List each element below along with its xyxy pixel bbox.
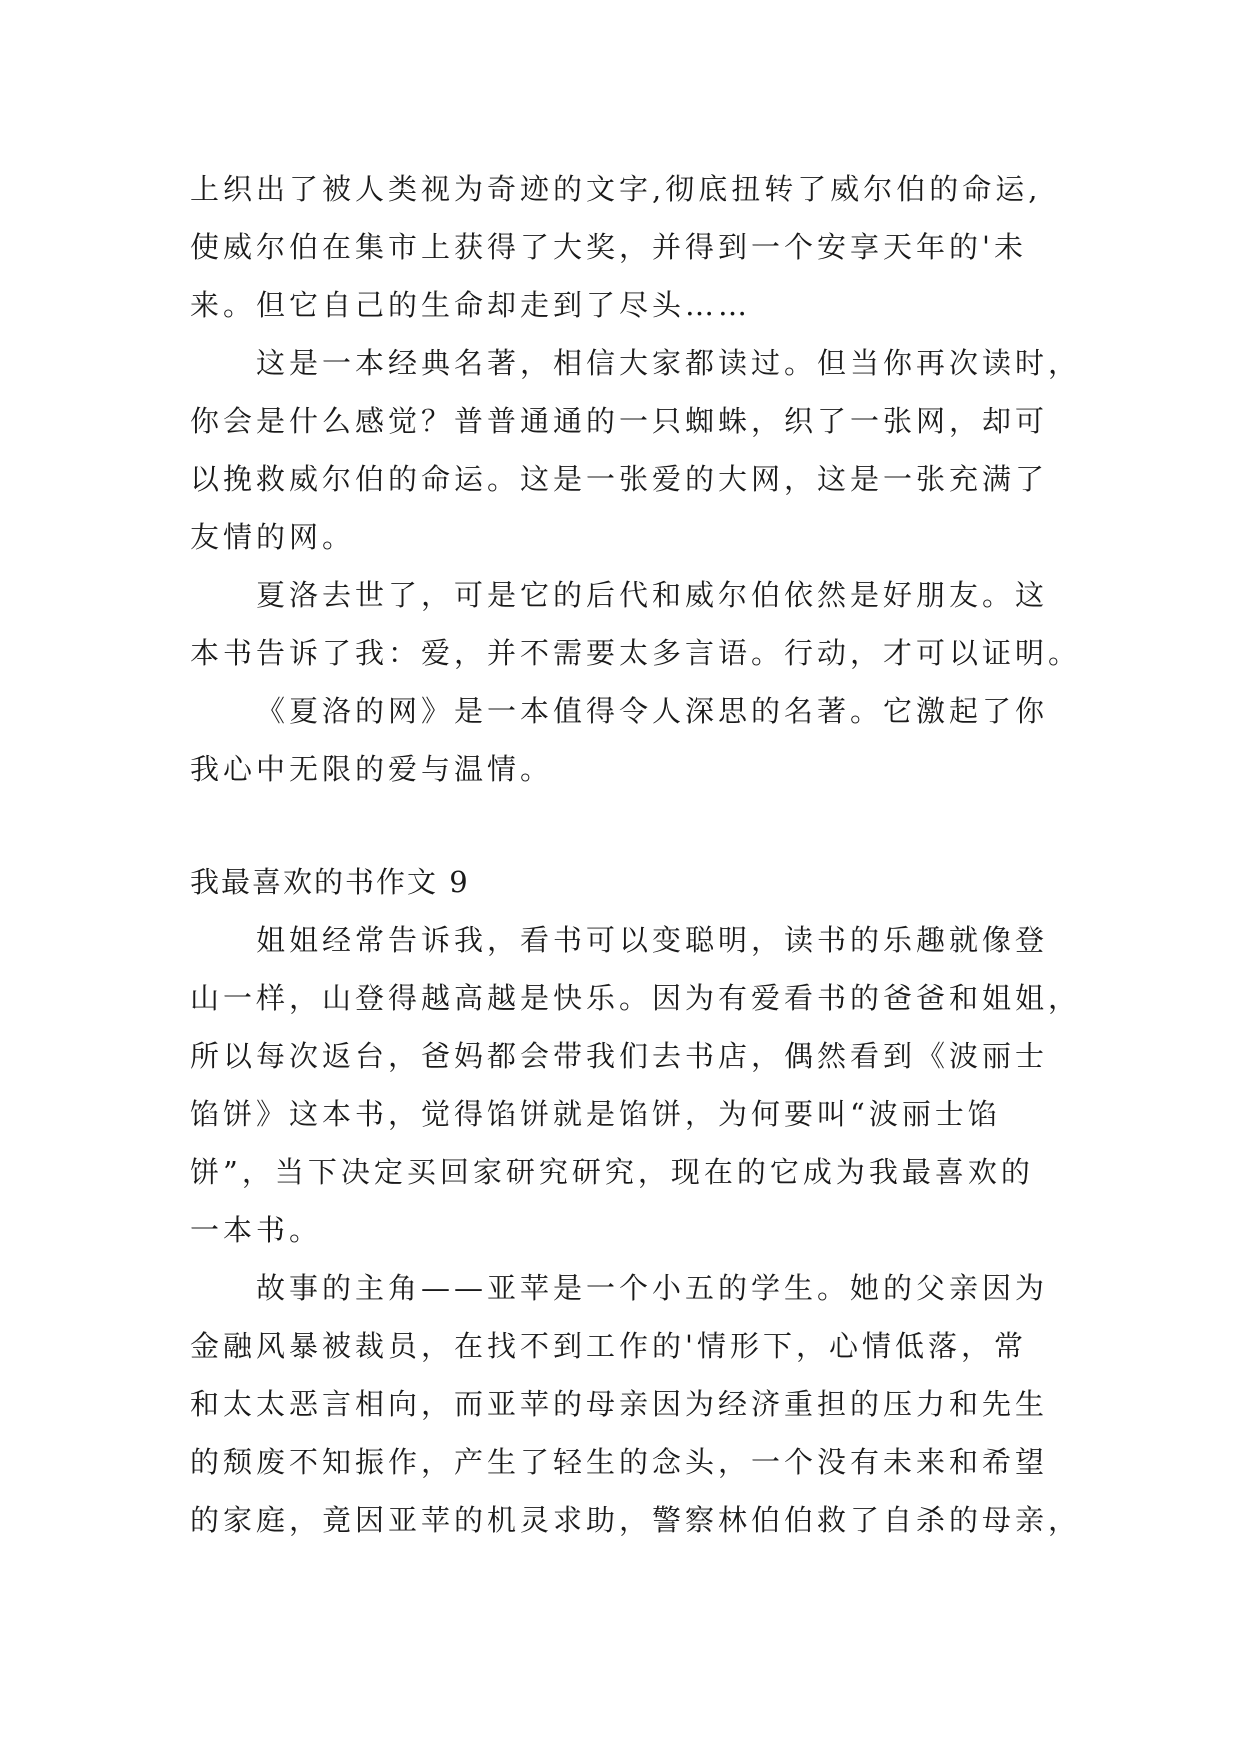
paragraph-continued	[190, 160, 1090, 334]
paragraph	[190, 682, 1090, 798]
text-line: 友情的网。	[190, 520, 356, 554]
text-line: 《夏洛的网》是一本值得令人深思的名著。它激起了你	[256, 694, 1049, 728]
text-line: 的家庭，竟因亚苹的机灵求助，警察林伯伯救了自杀的母亲，	[190, 1503, 1082, 1537]
text-line: 故事的主角——亚苹是一个小五的学生。她的父亲因为	[256, 1271, 1049, 1305]
text-line: 我心中无限的爱与温情。	[190, 752, 554, 786]
paragraph	[190, 566, 1090, 682]
text-line: 一本书。	[190, 1213, 323, 1247]
section-title: 我最喜欢的书作文 9	[190, 865, 470, 899]
text-line: 金融风暴被裁员，在找不到工作的'情形下，心情低落，常	[190, 1329, 1027, 1363]
text-line: 馅饼》这本书，觉得馅饼就是馅饼，为何要叫“波丽士馅	[190, 1097, 1001, 1131]
paragraph	[190, 911, 1090, 1259]
text-line: 使威尔伯在集市上获得了大奖，并得到一个安享天年的'未	[190, 230, 1027, 264]
text-line: 山一样，山登得越高越是快乐。因为有爱看书的爸爸和姐姐，	[190, 981, 1082, 1015]
text-line: 你会是什么感觉？普普通通的一只蜘蛛，织了一张网，却可	[190, 404, 1049, 438]
paragraph	[190, 1259, 1090, 1549]
text-line: 姐姐经常告诉我，看书可以变聪明，读书的乐趣就像登	[256, 923, 1049, 957]
text-line: 来。但它自己的生命却走到了尽头……	[190, 288, 752, 322]
text-line: 夏洛去世了，可是它的后代和威尔伯依然是好朋友。这	[256, 578, 1049, 612]
text-line: 的颓废不知振作，产生了轻生的念头，一个没有未来和希望	[190, 1445, 1049, 1479]
text-line: 上织出了被人类视为奇迹的文字,彻底扭转了威尔伯的命运,	[190, 172, 1042, 206]
text-line: 这是一本经典名著，相信大家都读过。但当你再次读时，	[256, 346, 1082, 380]
text-line: 本书告诉了我：爱，并不需要太多言语。行动，才可以证明。	[190, 636, 1082, 670]
text-line: 和太太恶言相向，而亚苹的母亲因为经济重担的压力和先生	[190, 1387, 1049, 1421]
text-line: 所以每次返台，爸妈都会带我们去书店，偶然看到《波丽士	[190, 1039, 1049, 1073]
text-line: 饼”，当下决定买回家研究研究，现在的它成为我最喜欢的	[190, 1155, 1034, 1189]
document-body	[190, 160, 1090, 1549]
section-spacer	[190, 798, 1090, 853]
paragraph	[190, 334, 1090, 566]
text-line: 以挽救威尔伯的命运。这是一张爱的大网，这是一张充满了	[190, 462, 1049, 496]
